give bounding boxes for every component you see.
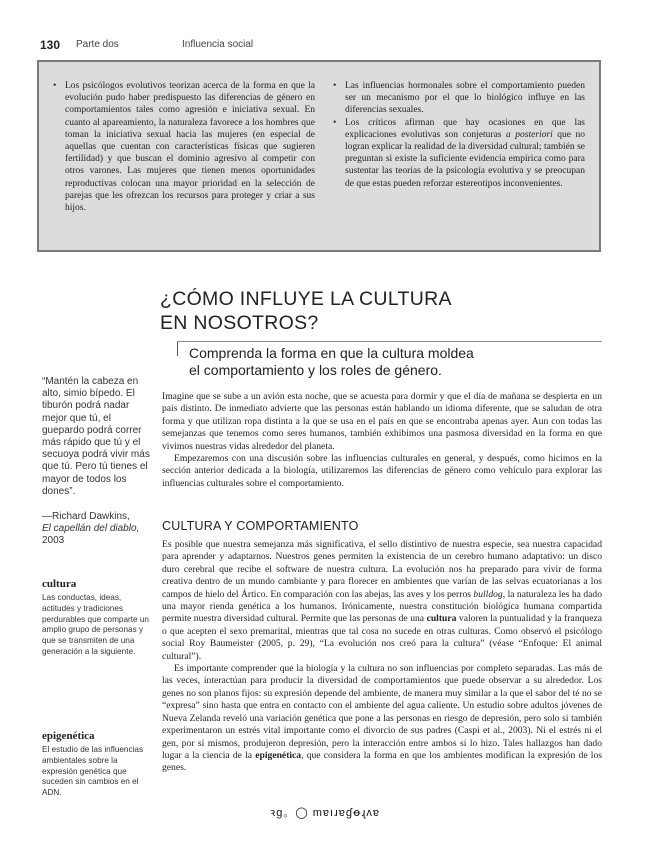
- paragraph: Empezaremos con una discusión sobre las influencias culturales en general, y después, como hicimos en la sección anterior dedicada a la biología, utilizaremos las diferencias de género como vehículo para explorar las influencias culturales sobre el comportamiento.: [162, 453, 602, 489]
- glossary-term-epigenetica: epigenética: [42, 730, 95, 742]
- intro-text: [162, 391, 602, 490]
- quote-attribution: —Richard Dawkins, El capellán del diablo, 2003: [42, 511, 140, 547]
- objective-rule-vertical: [177, 342, 178, 356]
- footer-watermark: ꝛg。◯ mɐıɹɐɠꝋɻʌɐ: [270, 807, 380, 819]
- summary-bullet: • Los psicólogos evolutivos teorizan acerca de la forma en que la evolución pudo haber predispuesto las diferencias de género en comportamientos tales como agresión e iniciativa sexual. En cuanto al apareamiento, la naturaleza favorece a los hombres que toman la iniciativa sexual hacia las mujeres (en especial de aquellas que cuentan con características físicas que sugieren fertilidad) y que buscan el dominio agresivo al competir con otros varones. Las mujeres que tienen menos oportunidades reproductivas colocan una mayor prioridad en la selección de parejas que les ofrezcan los recursos para proteger y criar a sus hijos.: [53, 80, 315, 214]
- subsection-text: [162, 539, 602, 775]
- objective-rule: [177, 341, 602, 342]
- summary-right-column: [333, 80, 585, 190]
- subsection-title: CULTURA Y COMPORTAMIENTO: [162, 519, 359, 533]
- paragraph: Imagine que se sube a un avión esta noche, que se acuesta para dormir y que el día de mañana se despierta en un país distinto. De inmediato advierte que las personas están hablando un idioma diferente, que se saludan de otra forma y que utilizan ropa distinta a la que se usa en el país en que se encontraba apenas ayer. Aun con todas las semejanzas que tenemos como seres humanos, también exhibimos una pasmosa diversidad en la forma en que vivimos nuestras vidas alrededor del planeta.: [162, 391, 602, 452]
- glossary-term-cultura: cultura: [42, 578, 77, 590]
- running-head-part: Parte dos: [76, 39, 119, 50]
- section-title: ¿CÓMO INFLUYE LA CULTURA EN NOSOTROS?: [160, 288, 452, 334]
- summary-box: [37, 60, 601, 252]
- running-head-chapter: Influencia social: [182, 39, 254, 50]
- glossary-definition-epigenetica: El estudio de las influencias ambientales sobre la expresión genética que suceden sin cambios en el ADN.: [42, 745, 144, 798]
- summary-bullet: • Las influencias hormonales sobre el comportamiento pueden ser un mecanismo por el que lo biológico influye en las diferencias sexuales.: [333, 80, 585, 117]
- paragraph: Es importante comprender que la biología y la cultura no son influencias por completo separadas. Las más de las veces, interactúan para producir la diversidad de comportamientos que puede observar a su alrededor. Los genes no son planos fijos: su expresión depende del ambiente, de manera muy similar a la que el sabor del té no se “expresa” sino hasta que entra en contacto con el ambiente del agua caliente. Un estudio sobre adultos jóvenes de Nueva Zelanda reveló una variación genética que pone a las personas en riesgo de depresión, pero solo si también experimentaron un estrés vital importante como el divorcio de sus padres (Caspi et al., 2003). Ni el estrés ni el gen, por sí mismos, produjeron depresión, pero la interacción entre ambos sí lo hizo. Tales hallazgos han dado lugar a la ciencia de la epigenética, que considera la forma en que los ambientes modifican la expresión de los genes.: [162, 663, 602, 774]
- summary-bullet: • Los críticos afirman que hay ocasiones en que las explicaciones evolutivas son conjeturas a posteriori que no logran explicar la realidad de la diversidad cultural; también se preguntan si existe la suficiente evidencia empírica como para sustentar las teorías de la psicología evolutiva y se preocupan de que estas pueden reforzar estereotipos inconvenientes.: [333, 117, 585, 190]
- page-number: 130: [40, 38, 61, 52]
- learning-objective: Comprenda la forma en que la cultura moldea el comportamiento y los roles de género.: [189, 345, 474, 378]
- summary-left-column: [53, 80, 315, 214]
- margin-quote: “Mantén la cabeza en alto, simio bípedo. El tiburón podrá nadar mejor que tú, el guepardo podrá correr más rápido que tú y el secuoya podrá vivir más que tú. Pero tú tienes el mayor de todos los dones”.: [42, 376, 150, 497]
- paragraph: Es posible que nuestra semejanza más significativa, el sello distintivo de nuestra especie, sea nuestra capacidad para aprender y adaptarnos. Nuestros genes permiten la existencia de un cerebro humano adaptativo: un disco duro cerebral que recibe el software de nuestra cultura. La evolución nos ha preparado para vivir de forma creativa dentro de un mundo cambiante y para florecer en ambientes que varían de las selvas ecuatorianas a los campos de hielo del Ártico. En comparación con las abejas, las aves y los perros bulldog, la naturaleza les ha dado una mayor rienda genética a los humanos. Irónicamente, nuestra constitución biológica humana compartida permite nuestra diversidad cultural. Permite que las personas de una cultura valoren la puntualidad y la franqueza o que acepten el sexo premarital, mientras que tal cosa no sucede en otras culturas. Como observó el psicólogo social Roy Baumeister (2005, p. 29), “La evolución nos creó para la cultura” (véase “Enfoque: El animal cultural”).: [162, 539, 602, 662]
- glossary-definition-cultura: Las conductas, ideas, actitudes y tradiciones perdurables que comparte un amplio grupo de personas y que se transmiten de una generación a la siguiente.: [42, 593, 149, 656]
